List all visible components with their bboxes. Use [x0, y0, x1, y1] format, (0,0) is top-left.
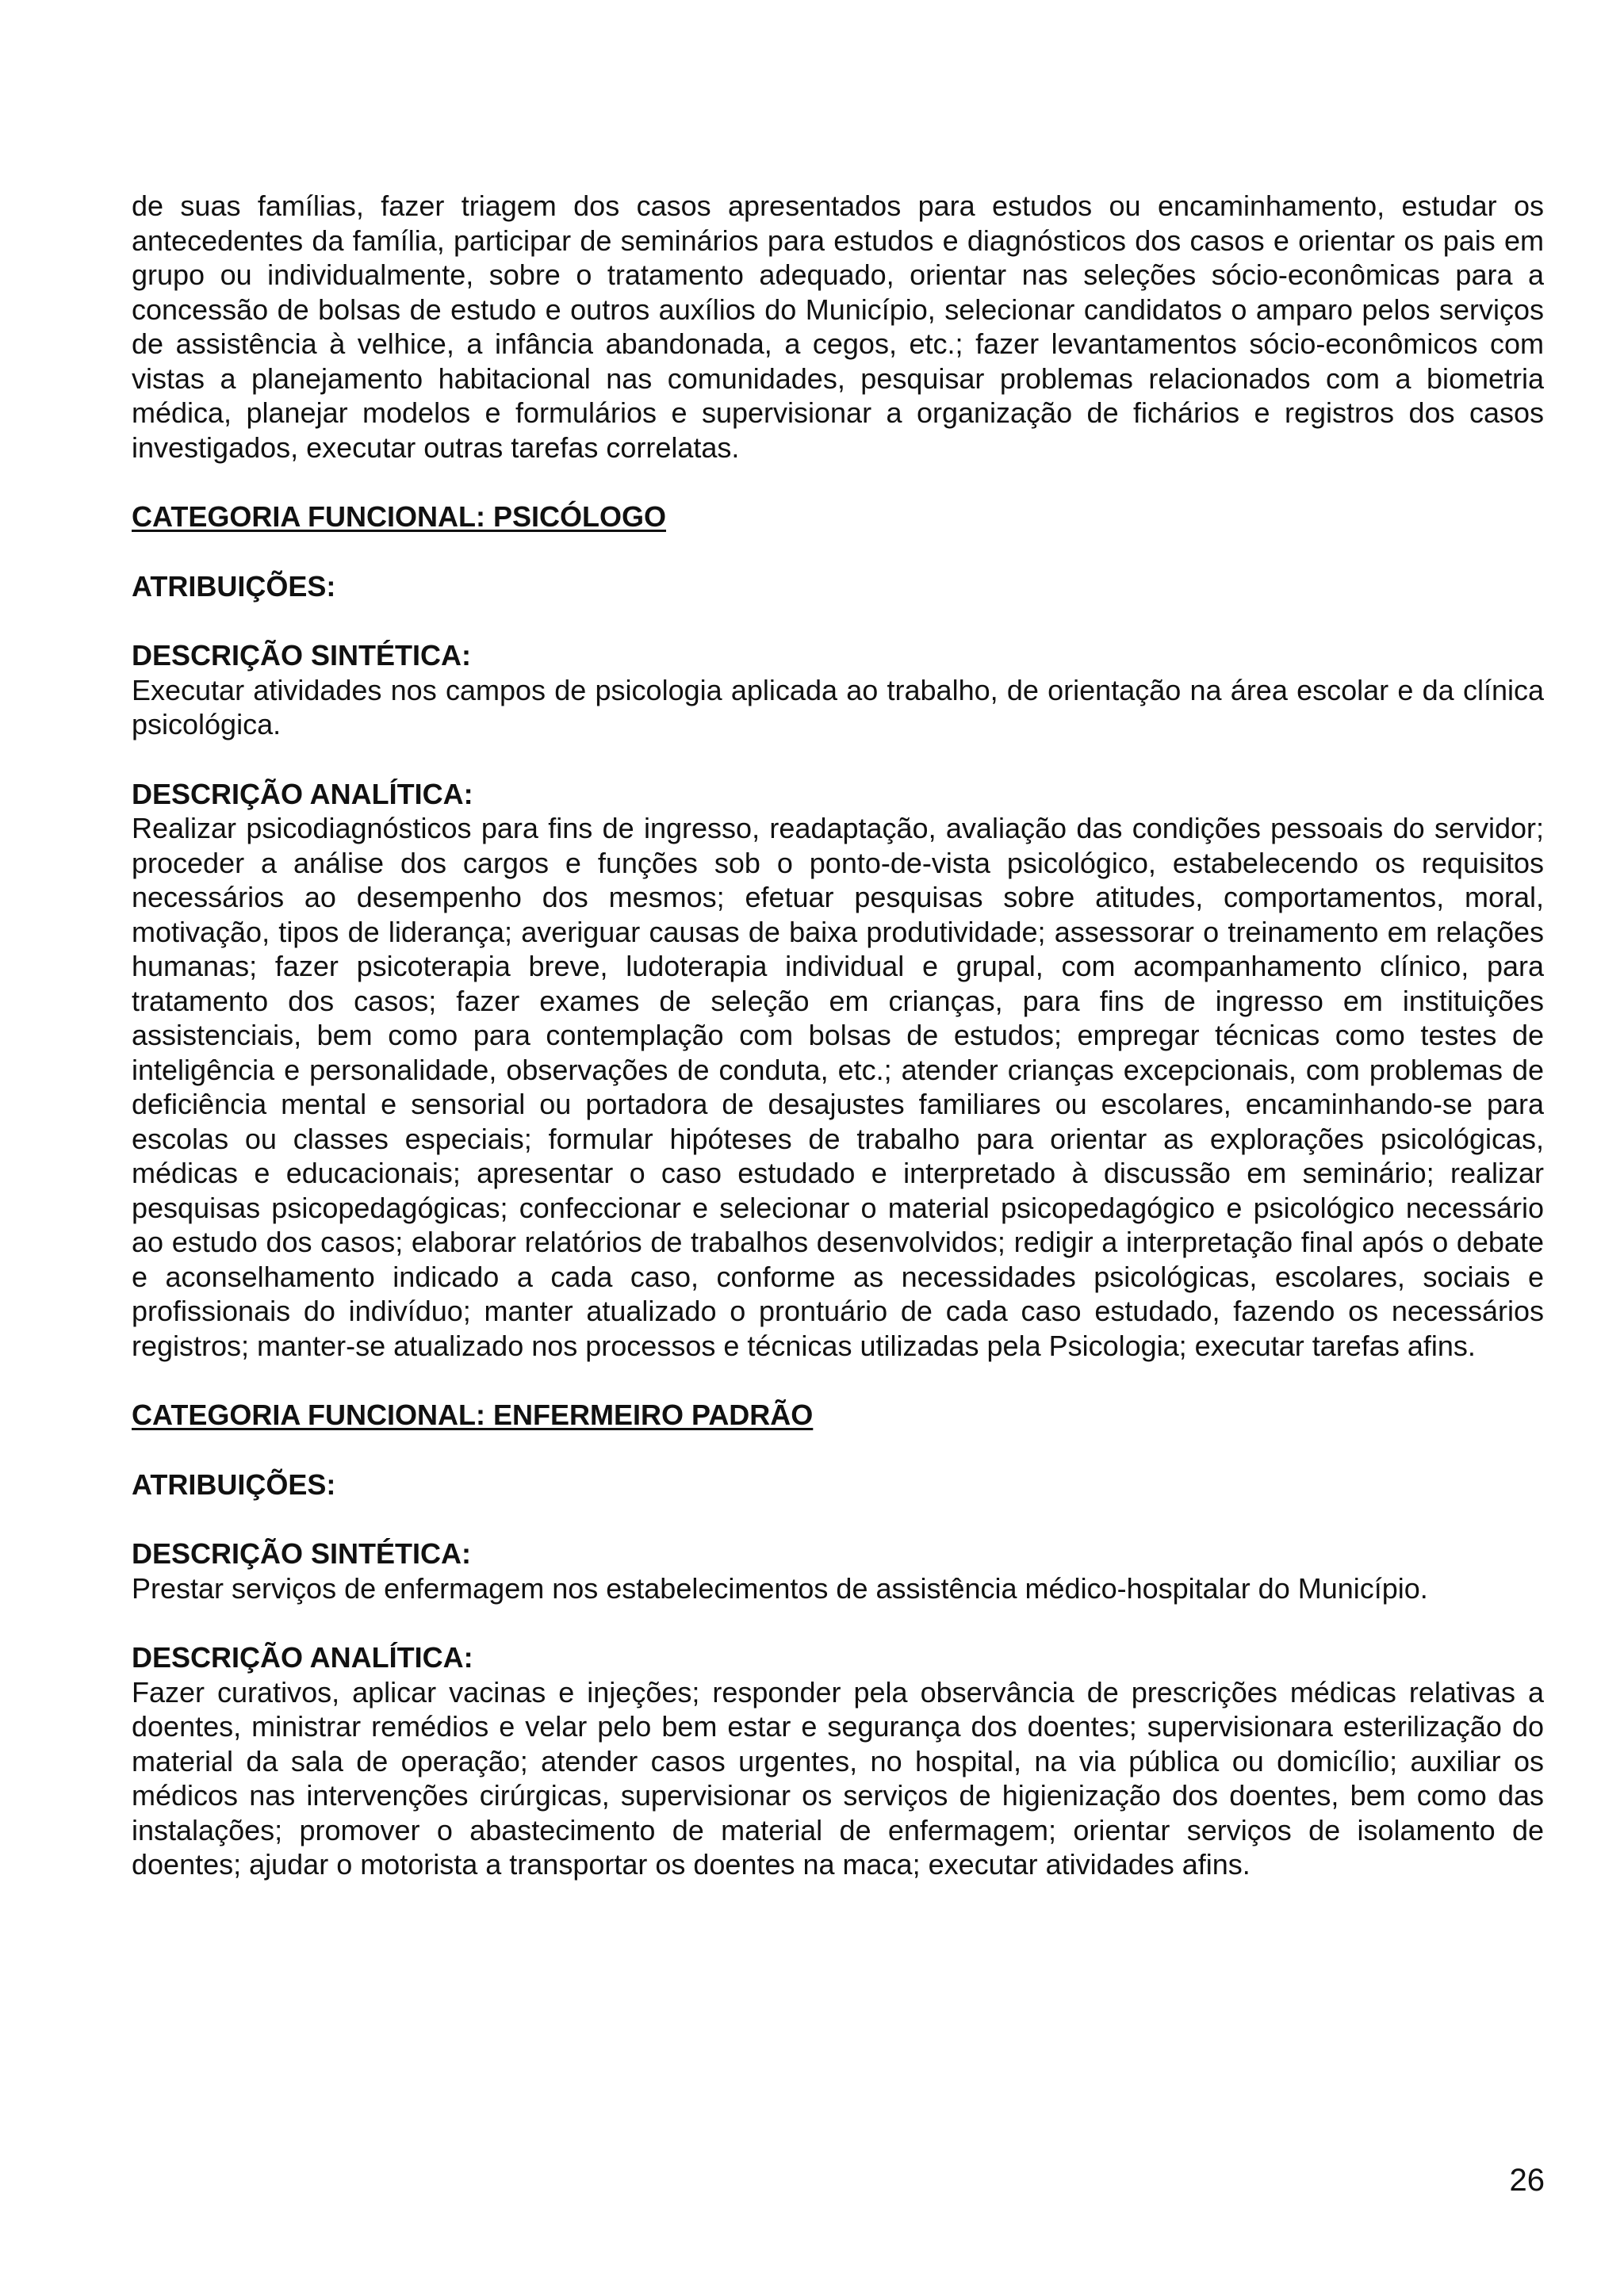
- page-number: 26: [1509, 2163, 1545, 2198]
- synthetic-description-heading: DESCRIÇÃO SINTÉTICA:: [132, 639, 472, 672]
- section-enfermeiro-padrao: [132, 1398, 1544, 1882]
- analytic-description-heading: DESCRIÇÃO ANALÍTICA:: [132, 777, 473, 810]
- spacer: [132, 1502, 1544, 1536]
- analytic-description-text: Realizar psicodiagnósticos para fins de ingresso, readaptação, avaliação das condições pessoais do servidor; proceder a análise dos cargos e funções sob o ponto-de-vista psicológico, estabelecendo os requisitos necessários ao desempenho dos mesmos; efetuar pesquisas sobre atitudes, comportamentos, moral, motivação, tipos de liderança; averiguar causas de baixa produtividade; assessorar o treinamento em relações humanas; fazer psicoterapia breve, ludoterapia individual e grupal, com acompanhamento clínico, para tratamento dos casos; fazer exames de seleção em crianças, para fins de ingresso em instituições assistenciais, bem como para contemplação com bolsas de estudos; empregar técnicas como testes de inteligência e personalidade, observações de conduta, etc.; atender crianças excepcionais, com problemas de deficiência mental e sensorial ou portadora de desajustes familiares ou escolares, encaminhando-se para escolas ou classes especiais; formular hipóteses de trabalho para orientar as explorações psicológicas, médicas e educacionais; apresentar o caso estudado e interpretado à discussão em seminário; realizar pesquisas psicopedagógicas; confeccionar e selecionar o material psicopedagógico e psicológico necessário ao estudo dos casos; elaborar relatórios de trabalhos desenvolvidos; redigir a interpretação final após o debate e aconselhamento indicado a cada caso, conforme as necessidades psicológicas, escolares, sociais e profissionais do indivíduo; manter atualizado o prontuário de cada caso estudado, fazendo os necessários registros; manter-se atualizado nos processos e técnicas utilizadas pela Psicologia; executar tarefas afins.: [132, 812, 1544, 1362]
- spacer: [132, 742, 1544, 777]
- synthetic-description-text: Executar atividades nos campos de psicologia aplicada ao trabalho, de orientação na área escolar e da clínica psicológica.: [132, 673, 1544, 740]
- attributions-heading: ATRIBUIÇÕES:: [132, 569, 336, 603]
- synthetic-description-heading: DESCRIÇÃO SINTÉTICA:: [132, 1537, 472, 1570]
- spacer: [132, 534, 1544, 569]
- document-page: [132, 189, 1544, 1882]
- category-heading: CATEGORIA FUNCIONAL: ENFERMEIRO PADRÃO: [132, 1399, 814, 1431]
- intro-paragraph: de suas famílias, fazer triagem dos casos apresentados para estudos ou encaminhamento, estudar os antecedentes da família, participar de seminários para estudos e diagnósticos dos casos e orientar os pais em grupo ou individualmente, sobre o tratamento adequado, orientar nas seleções sócio-econômicas para a concessão de bolsas de estudo e outros auxílios do Município, selecionar candidatos o amparo pelos serviços de assistência à velhice, a infância abandonada, a cegos, etc.; fazer levantamentos sócio-econômicos com vistas a planejamento habitacional nas comunidades, pesquisar problemas relacionados com a biometria médica, planejar modelos e formulários e supervisionar a organização de fichários e registros dos casos investigados, executar outras tarefas correlatas.: [132, 189, 1544, 464]
- attributions-heading: ATRIBUIÇÕES:: [132, 1468, 336, 1501]
- analytic-description-heading: DESCRIÇÃO ANALÍTICA:: [132, 1641, 473, 1674]
- section-psicologo: [132, 499, 1544, 1363]
- spacer: [132, 465, 1544, 499]
- synthetic-description-text: Prestar serviços de enfermagem nos estabelecimentos de assistência médico-hospitalar do Município.: [132, 1571, 1428, 1605]
- analytic-description-text: Fazer curativos, aplicar vacinas e injeções; responder pela observância de prescrições médicas relativas a doentes, ministrar remédios e velar pelo bem estar e segurança dos doentes; supervisionara esterilização do material da sala de operação; atender casos urgentes, no hospital, na via pública ou domicílio; auxiliar os médicos nas intervenções cirúrgicas, supervisionar os serviços de higienização dos doentes, bem como das instalações; promover o abastecimento de material de enfermagem; orientar serviços de isolamento de doentes; ajudar o motorista a transportar os doentes na maca; executar atividades afins.: [132, 1675, 1544, 1881]
- spacer: [132, 603, 1544, 638]
- spacer: [132, 1605, 1544, 1640]
- spacer: [132, 1363, 1544, 1398]
- category-heading: CATEGORIA FUNCIONAL: PSICÓLOGO: [132, 500, 666, 533]
- spacer: [132, 1433, 1544, 1468]
